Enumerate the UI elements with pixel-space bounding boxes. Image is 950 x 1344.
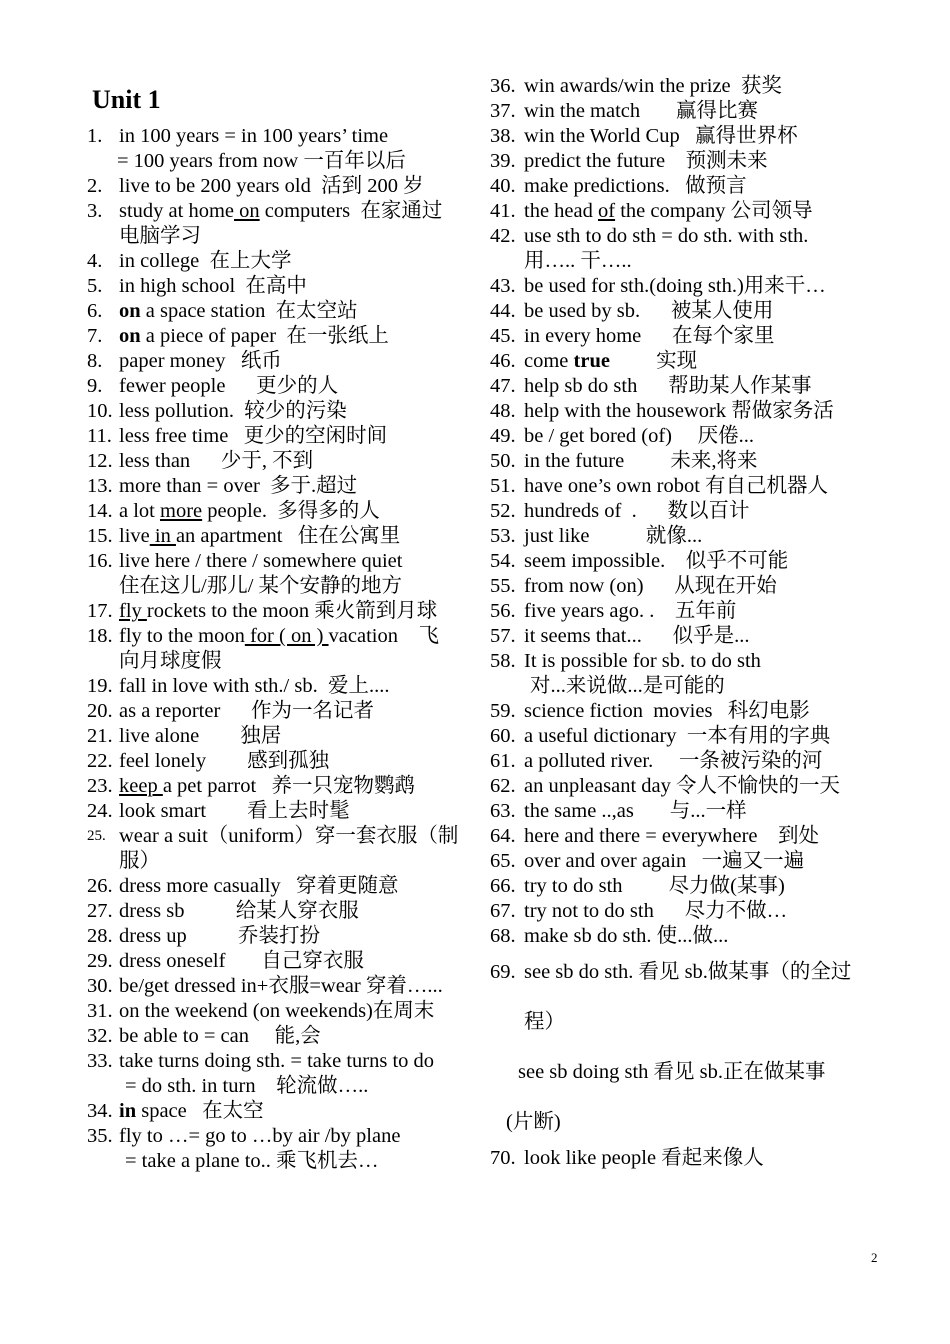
item-number: 56. (490, 600, 516, 622)
text-segment: less free time 更少的空闲时间 (119, 425, 388, 447)
item-number: 36. (490, 75, 516, 97)
text-segment: hundreds of . 数以百计 (524, 500, 750, 522)
item-text (524, 549, 788, 574)
text-segment: five years ago. . 五年前 (524, 600, 737, 622)
item-text (119, 799, 350, 824)
text-segment: help with the housework 帮做家务活 (524, 400, 834, 422)
text-segment: fly to …= go to …by air /by plane (119, 1125, 401, 1147)
item-number: 19. (87, 675, 113, 697)
text-segment: in college 在上大学 (119, 250, 292, 272)
item-text (119, 824, 458, 849)
text-segment: the head (524, 200, 598, 222)
item-number: 10. (87, 400, 113, 422)
text-segment: dress more casually 穿着更随意 (119, 875, 399, 897)
item-number: 47. (490, 375, 516, 397)
item-number: 65. (490, 850, 516, 872)
item-text (119, 874, 399, 899)
text-segment: fewer people 更少的人 (119, 375, 339, 397)
item-text (524, 224, 808, 249)
item-number: 22. (87, 750, 113, 772)
text-segment: fly (119, 600, 147, 622)
item-text (119, 599, 437, 624)
item-number: 44. (490, 300, 516, 322)
text-segment: try to do sth 尽力做(某事) (524, 875, 785, 897)
item-number: 67. (490, 900, 516, 922)
item-number: 62. (490, 775, 516, 797)
item-number: 23. (87, 775, 113, 797)
item-text (524, 149, 768, 174)
item-text-cont: 向月球度假 (119, 650, 222, 672)
item-number: 35. (87, 1125, 113, 1147)
item-number: 29. (87, 950, 113, 972)
item-text (119, 974, 443, 999)
item-text (119, 949, 364, 974)
item-text (524, 874, 785, 899)
item-number: 51. (490, 475, 516, 497)
item-number: 20. (87, 700, 113, 722)
item-text (524, 174, 747, 199)
item-number: 5. (87, 275, 103, 297)
text-segment: a lot (119, 500, 160, 522)
item-number: 3. (87, 200, 103, 222)
text-segment: science fiction movies 科幻电影 (524, 700, 810, 722)
item-number: 18. (87, 625, 113, 647)
item-text (524, 624, 749, 649)
item-number: 59. (490, 700, 516, 722)
item-text (524, 449, 757, 474)
item-text (524, 124, 798, 149)
item-text (119, 774, 415, 799)
item-text (119, 174, 424, 199)
item-number: 69. (490, 961, 516, 983)
text-segment: be used for sth.(doing sth.)用来干… (524, 275, 826, 297)
item-text-cont: = do sth. in turn 轮流做….. (125, 1075, 369, 1097)
text-segment: keep (119, 775, 163, 797)
item-text (524, 724, 830, 749)
text-segment: less pollution. 较少的污染 (119, 400, 347, 422)
item-number: 14. (87, 500, 113, 522)
item-number: 57. (490, 625, 516, 647)
text-segment: on (234, 200, 260, 222)
item-number: 43. (490, 275, 516, 297)
item-number: 13. (87, 475, 113, 497)
item-number: 32. (87, 1025, 113, 1047)
item-number: 40. (490, 175, 516, 197)
item-text (524, 349, 697, 374)
item-text-cont: 程） (524, 1011, 565, 1033)
text-segment: in every home 在每个家里 (524, 325, 775, 347)
item-text (524, 899, 787, 924)
item-text-cont: = take a plane to.. 乘飞机去… (125, 1150, 379, 1172)
text-segment: computers 在家通过 (259, 200, 443, 222)
text-segment: win the World Cup 赢得世界杯 (524, 125, 798, 147)
text-segment: space 在太空 (136, 1100, 264, 1122)
item-text (119, 449, 313, 474)
item-number: 28. (87, 925, 113, 947)
item-text (524, 299, 773, 324)
text-segment: a space station 在太空站 (140, 300, 358, 322)
page-number: 2 (871, 1250, 878, 1265)
item-text (524, 499, 749, 524)
text-segment: in 100 years = in 100 years’ time (119, 125, 389, 147)
item-number: 42. (490, 225, 516, 247)
text-segment: the company 公司领导 (615, 200, 813, 222)
item-number: 21. (87, 725, 113, 747)
item-number: 55. (490, 575, 516, 597)
item-number: 15. (87, 525, 113, 547)
item-text (524, 649, 761, 674)
item-number: 27. (87, 900, 113, 922)
item-text (119, 124, 388, 149)
text-segment: on (119, 325, 141, 347)
text-segment: an apartment 住在公寓里 (175, 525, 401, 547)
item-number: 39. (490, 150, 516, 172)
item-text (119, 624, 439, 649)
text-segment: over and over again 一遍又一遍 (524, 850, 805, 872)
text-segment: of (598, 200, 616, 222)
item-number: 6. (87, 300, 103, 322)
item-number: 2. (87, 175, 103, 197)
item-text (119, 699, 374, 724)
item-number: 12. (87, 450, 113, 472)
text-segment: predict the future 预测未来 (524, 150, 768, 172)
text-segment: live to be 200 years old 活到 200 岁 (119, 175, 424, 197)
text-segment: on (119, 300, 141, 322)
item-number: 54. (490, 550, 516, 572)
item-text (524, 799, 747, 824)
item-text-cont: 住在这儿/那儿/ 某个安静的地方 (119, 575, 403, 597)
item-text (524, 599, 736, 624)
text-segment: wear a suit（uniform）穿一套衣服（制 (119, 825, 459, 847)
text-segment: in high school 在高中 (119, 275, 307, 297)
item-text (119, 524, 400, 549)
item-text (119, 424, 387, 449)
item-text (524, 74, 782, 99)
text-segment: take turns doing sth. = take turns to do (119, 1050, 435, 1072)
item-text-cont: 用….. 干….. (524, 250, 632, 272)
item-number: 11. (87, 425, 112, 447)
item-text (119, 474, 357, 499)
item-text (119, 1124, 400, 1149)
item-text (524, 424, 754, 449)
item-text: see sb do sth. 看见 sb.做某事（的全过 (524, 961, 852, 983)
text-segment: a polluted river. 一条被污染的河 (524, 750, 823, 772)
item-text (524, 574, 777, 599)
text-segment: as a reporter 作为一名记者 (119, 700, 375, 722)
page-title: Unit 1 (92, 85, 161, 114)
item-text (524, 274, 826, 299)
item-number: 70. (490, 1147, 516, 1169)
item-number: 50. (490, 450, 516, 472)
item-number: 9. (87, 375, 103, 397)
text-segment: paper money 纸币 (119, 350, 282, 372)
text-segment: from now (on) 从现在开始 (524, 575, 777, 597)
item-text (119, 374, 338, 399)
text-segment: fly to the moon (119, 625, 245, 647)
item-text (119, 324, 389, 349)
item-text-cont: 服） (119, 850, 160, 872)
text-segment: dress oneself 自己穿衣服 (119, 950, 364, 972)
item-number: 8. (87, 350, 103, 372)
item-number: 4. (87, 250, 103, 272)
text-segment: fall in love with sth./ sb. 爱上.... (119, 675, 390, 697)
item-text (119, 1024, 321, 1049)
item-number: 41. (490, 200, 516, 222)
text-segment: rockets to the moon 乘火箭到月球 (146, 600, 438, 622)
text-segment: live here / there / somewhere quiet (119, 550, 403, 572)
item-text (119, 674, 389, 699)
item-number: 68. (490, 925, 516, 947)
item-number: 25. (87, 828, 106, 844)
item-number: 52. (490, 500, 516, 522)
item-text (524, 474, 828, 499)
text-segment: make predictions. 做预言 (524, 175, 747, 197)
item-number: 66. (490, 875, 516, 897)
text-segment: more than = over 多于.超过 (119, 475, 358, 497)
text-segment: come (524, 350, 574, 372)
item-text (524, 524, 702, 549)
text-segment: in (119, 1100, 137, 1122)
item-number: 24. (87, 800, 113, 822)
item-text (524, 924, 728, 949)
item-text (119, 499, 380, 524)
text-segment: an unpleasant day 令人不愉快的一天 (524, 775, 840, 797)
text-segment: be able to = can 能,会 (119, 1025, 321, 1047)
item-text-cont: (片断) (506, 1111, 561, 1133)
item-number: 30. (87, 975, 113, 997)
item-number: 1. (87, 125, 103, 147)
item-number: 64. (490, 825, 516, 847)
item-text (119, 549, 402, 574)
text-segment: study at home (119, 200, 235, 222)
text-segment: live alone 独居 (119, 725, 282, 747)
text-segment: look smart 看上去时髦 (119, 800, 350, 822)
text-segment: feel lonely 感到孤独 (119, 750, 330, 772)
text-segment: less than 少于, 不到 (119, 450, 314, 472)
text-segment: be/get dressed in+衣服=wear 穿着…... (119, 975, 443, 997)
text-segment: be / get bored (of) 厌倦... (524, 425, 754, 447)
text-segment: in (149, 525, 176, 547)
item-text (119, 249, 292, 274)
text-segment: dress sb 给某人穿衣服 (119, 900, 359, 922)
item-number: 16. (87, 550, 113, 572)
text-segment: be used by sb. 被某人使用 (524, 300, 774, 322)
text-segment: more (160, 500, 203, 522)
item-text (524, 699, 810, 724)
item-text (119, 274, 307, 299)
item-text (524, 824, 819, 849)
text-segment: just like 就像... (524, 525, 703, 547)
item-number: 49. (490, 425, 516, 447)
text-segment: true (573, 350, 610, 372)
item-text (119, 1099, 264, 1124)
item-number: 37. (490, 100, 516, 122)
text-segment: people. 多得多的人 (202, 500, 380, 522)
text-segment: have one’s own robot 有自己机器人 (524, 475, 829, 497)
text-segment: on the weekend (on weekends)在周末 (119, 1000, 435, 1022)
item-number: 33. (87, 1050, 113, 1072)
text-segment: 实现 (609, 350, 698, 372)
item-number: 61. (490, 750, 516, 772)
item-text-cont: see sb doing sth 看见 sb.正在做某事 (518, 1061, 826, 1083)
item-text (119, 399, 347, 424)
item-text (119, 199, 442, 224)
item-text (524, 324, 775, 349)
text-segment: a piece of paper 在一张纸上 (140, 325, 389, 347)
text-segment: it seems that... 似乎是... (524, 625, 750, 647)
item-text (119, 899, 359, 924)
item-number: 38. (490, 125, 516, 147)
item-number: 60. (490, 725, 516, 747)
text-segment: in the future 未来,将来 (524, 450, 758, 472)
item-text (524, 99, 758, 124)
text-segment: win awards/win the prize 获奖 (524, 75, 782, 97)
text-segment: make sb do sth. 使...做... (524, 925, 729, 947)
item-text (119, 1049, 434, 1074)
item-text (119, 999, 434, 1024)
item-number: 34. (87, 1100, 113, 1122)
item-number: 53. (490, 525, 516, 547)
text-segment: try not to do sth 尽力不做… (524, 900, 788, 922)
text-segment: the same ..,as 与...一样 (524, 800, 747, 822)
text-segment: for ( on ) (244, 625, 329, 647)
text-segment: use sth to do sth = do sth. with sth. (524, 225, 809, 247)
item-number: 48. (490, 400, 516, 422)
text-segment: live (119, 525, 150, 547)
item-number: 17. (87, 600, 113, 622)
item-text (119, 299, 358, 324)
text-segment: vacation 飞 (328, 625, 439, 647)
item-number: 58. (490, 650, 516, 672)
item-number: 46. (490, 350, 516, 372)
item-text (119, 724, 281, 749)
item-text-cont: = 100 years from now 一百年以后 (117, 150, 406, 172)
item-text (524, 399, 834, 424)
text-segment: a pet parrot 养一只宠物鹦鹉 (162, 775, 416, 797)
text-segment: seem impossible. 似乎不可能 (524, 550, 789, 572)
item-text (524, 849, 804, 874)
item-number: 31. (87, 1000, 113, 1022)
text-segment: a useful dictionary 一本有用的字典 (524, 725, 831, 747)
item-text (524, 374, 812, 399)
item-text: look like people 看起来像人 (524, 1147, 764, 1169)
item-text-cont: 对...来说做...是可能的 (530, 675, 725, 697)
text-segment: dress up 乔装打扮 (119, 925, 321, 947)
item-number: 7. (87, 325, 103, 347)
item-text (524, 199, 813, 224)
text-segment: win the match 赢得比赛 (524, 100, 759, 122)
item-number: 63. (490, 800, 516, 822)
item-text (524, 774, 840, 799)
item-text (119, 349, 282, 374)
item-number: 45. (490, 325, 516, 347)
item-text (524, 749, 822, 774)
text-segment: here and there = everywhere 到处 (524, 825, 820, 847)
item-number: 26. (87, 875, 113, 897)
text-segment: It is possible for sb. to do sth (524, 650, 761, 672)
text-segment: help sb do sth 帮助某人作某事 (524, 375, 812, 397)
item-text-cont: 电脑学习 (119, 225, 201, 247)
item-text (119, 924, 320, 949)
item-text (119, 749, 329, 774)
